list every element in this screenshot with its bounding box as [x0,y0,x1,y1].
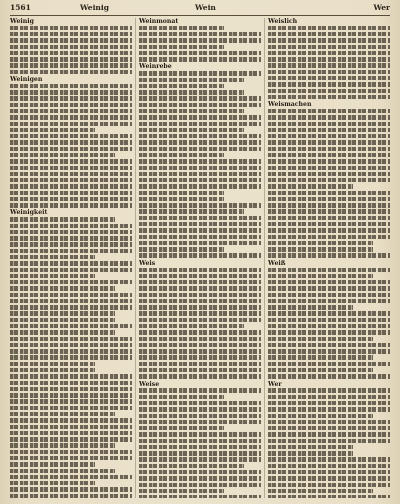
text-line [139,159,261,163]
text-line [268,89,390,93]
text-line [139,122,261,126]
text-line [10,487,132,491]
text-line [139,103,261,107]
text-line [268,414,373,418]
text-line [139,343,261,347]
text-line [10,153,115,157]
text-line [139,414,261,418]
text-line [268,388,390,392]
text-line [139,457,261,461]
text-line [268,172,390,176]
text-line [10,255,95,259]
text-line [10,412,115,416]
text-line [268,63,390,67]
text-line [10,230,132,234]
text-line [10,63,132,67]
text-line [268,76,390,80]
text-line [139,96,261,100]
text-line [139,483,261,487]
text-line [268,32,390,36]
text-line [10,90,132,94]
text-line [268,203,390,207]
text-line [268,109,390,113]
text-line [10,349,132,353]
text-line [139,286,261,290]
text-line [139,191,224,195]
text-line [10,115,132,119]
text-line [268,464,390,468]
text-line [10,293,132,297]
text-line [10,166,132,170]
text-column-3 [268,18,390,498]
text-line [10,236,132,240]
text-line [10,217,115,221]
text-line [139,349,261,353]
text-line [10,122,132,126]
text-line [139,420,261,424]
text-line [10,456,132,460]
text-line [10,274,95,278]
text-line [139,311,261,315]
text-line [10,261,132,265]
headword: Weiß [268,259,286,267]
text-line [268,134,390,138]
text-column-2 [139,18,261,498]
text-line [10,337,132,341]
text-line [268,337,373,341]
text-line [268,222,390,226]
text-line [268,184,353,188]
text-line [10,305,132,309]
text-line [10,425,132,429]
headword: Weis [139,259,156,267]
text-line [139,280,261,284]
text-line [10,343,132,347]
text-line [268,324,390,328]
text-line [268,178,390,182]
text-line [139,71,261,75]
text-line [10,224,132,228]
text-line [10,280,132,284]
headword: Weise [139,380,160,388]
text-line [139,253,261,257]
text-line [139,90,244,94]
text-line [268,128,390,132]
text-line [268,280,390,284]
text-line [139,166,261,170]
text-line [10,96,132,100]
text-line [139,439,261,443]
text-line [10,26,132,30]
text-line [139,274,261,278]
text-line [268,432,390,436]
text-line [139,368,261,372]
text-column-1 [10,18,132,498]
text-line [10,418,132,422]
text-line [268,274,373,278]
text-line [268,166,390,170]
column-divider [135,18,136,498]
text-line [139,51,261,55]
text-line [268,368,373,372]
text-line [10,311,115,315]
text-line [139,305,261,309]
text-line [139,128,244,132]
text-line [268,439,390,443]
text-line [139,45,224,49]
text-line [139,228,261,232]
text-line [268,268,390,272]
text-line [139,476,261,480]
text-line [268,374,390,378]
text-line [139,464,244,468]
text-line [139,115,261,119]
text-line [10,147,132,151]
text-line [139,330,261,334]
text-line [268,483,390,487]
text-line [10,203,132,207]
text-line [10,299,132,303]
text-line [139,241,261,245]
text-line [268,235,390,239]
text-line [10,249,132,253]
text-line [139,57,261,61]
text-line [139,109,244,113]
headword: Weinigkeit [10,209,48,217]
text-line [10,128,95,132]
text-line [139,426,224,430]
text-line [268,293,390,297]
headword: Weismachen [268,101,312,109]
text-line [10,368,95,372]
header-left-word: Weinig [80,3,109,12]
text-line [268,122,390,126]
text-line [10,32,132,36]
text-line [139,388,261,392]
text-line [139,222,261,226]
text-line [139,140,261,144]
text-line [139,134,261,138]
text-line [268,311,390,315]
text-line [139,495,261,498]
text-line [139,184,261,188]
text-line [139,445,261,449]
text-line [10,431,132,435]
text-line [139,395,224,399]
text-line [139,147,261,151]
text-line [10,178,132,182]
text-line [268,451,353,455]
text-line [10,140,132,144]
text-line [10,469,115,473]
header-middle-word: Wein [195,3,216,12]
text-line [139,84,224,88]
text-line [139,178,261,182]
text-line [10,362,95,366]
text-line [10,406,132,410]
headword: Wer [268,380,282,388]
text-line [268,489,373,493]
text-line [10,475,132,479]
text-line [139,203,261,207]
text-line [268,299,390,303]
text-line [268,407,390,411]
header-right-word: Wer [373,3,390,12]
text-line [268,82,390,86]
text-line [268,362,390,366]
text-line [268,401,390,405]
text-line [10,381,132,385]
header-rule [10,15,390,16]
text-line [268,318,390,322]
text-line [139,32,261,36]
text-line [10,318,115,322]
text-line [139,247,224,251]
text-line [268,286,390,290]
text-line [139,432,261,436]
text-line [139,374,261,378]
text-line [10,70,132,74]
text-line [268,426,390,430]
headword: Weinigen [10,76,43,84]
text-line [10,393,132,397]
text-line [268,95,390,99]
text-line [10,84,132,88]
text-line [268,216,390,220]
text-line [268,45,390,49]
text-line [139,78,244,82]
text-line [10,38,132,42]
text-line [268,253,390,257]
text-line [139,26,224,30]
text-line [268,147,390,151]
text-line [10,494,132,498]
text-line [10,355,132,359]
text-line [268,26,390,30]
text-line [268,330,390,334]
text-line [10,197,132,201]
text-line [10,134,132,138]
text-line [268,38,390,42]
text-line [10,45,132,49]
text-line [268,241,373,245]
text-line [139,324,244,328]
text-line [10,191,132,195]
text-line [10,51,132,55]
text-line [10,268,132,272]
text-line [268,57,390,61]
text-line [139,451,261,455]
text-line [10,286,115,290]
text-line [139,362,261,366]
text-line [139,197,224,201]
text-line [268,495,390,498]
text-line [139,293,261,297]
column-divider [264,18,265,498]
text-line [10,443,115,447]
text-line [10,184,132,188]
text-line [10,399,132,403]
text-line [139,470,261,474]
text-line [10,242,132,246]
text-line [139,489,224,493]
text-line [268,209,390,213]
text-line [268,305,353,309]
text-line [268,51,390,55]
text-line [139,235,261,239]
text-line [10,437,132,441]
text-line [10,450,132,454]
text-line [10,324,132,328]
text-line [10,387,132,391]
text-line [268,349,390,353]
text-line [139,209,244,213]
text-line [268,70,390,74]
text-line [268,247,373,251]
text-line [139,153,224,157]
text-line [268,159,390,163]
text-line [10,374,132,378]
page-number: 1561 [10,3,31,12]
text-line [139,318,261,322]
text-line [10,481,95,485]
text-line [139,401,261,405]
headword: Weinrebe [139,63,172,71]
text-line [10,462,95,466]
page-header [10,3,390,15]
text-line [139,172,261,176]
text-line [10,172,132,176]
text-line [268,395,390,399]
text-line [10,103,132,107]
text-line [139,299,261,303]
text-line [139,355,261,359]
text-line [268,197,390,201]
text-line [268,420,390,424]
text-line [268,153,390,157]
text-line [139,337,261,341]
headword: Weislich [268,18,298,25]
text-line [268,457,390,461]
text-line [139,38,261,42]
text-line [268,228,390,232]
text-line [10,159,132,163]
text-line [268,191,390,195]
text-line [10,109,132,113]
text-line [268,476,390,480]
text-line [268,470,390,474]
text-line [268,355,373,359]
text-line [268,445,353,449]
text-line [139,268,261,272]
text-line [10,330,115,334]
text-line [10,57,132,61]
text-line [268,343,390,347]
headword: Weinig [10,18,34,25]
headword: Weinmonat [139,18,179,25]
text-line [268,140,390,144]
text-line [268,115,390,119]
text-line [139,216,261,220]
text-line [139,407,261,411]
